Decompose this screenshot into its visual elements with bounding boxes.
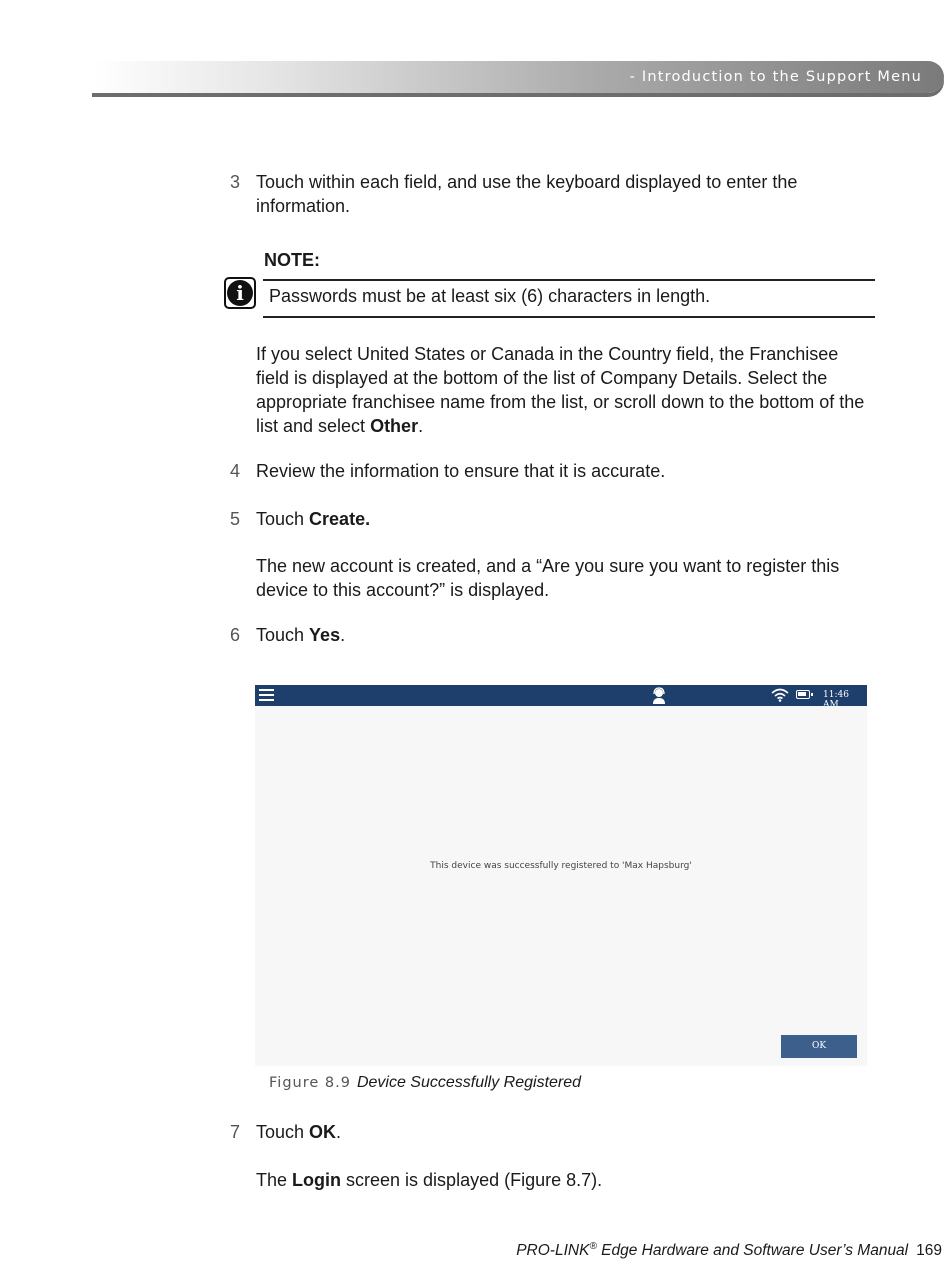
step-5-text: Touch Create. bbox=[256, 509, 371, 529]
paragraph-line-3: appropriate franchisee name from the list, or scroll down to the bottom of the bbox=[256, 392, 865, 412]
step-4-number: 4 bbox=[230, 461, 241, 481]
step-3-number: 3 bbox=[230, 172, 241, 192]
figure-label: Figure 8.9 bbox=[269, 1075, 351, 1091]
paragraph-line-2: field is displayed at the bottom of the list of Company Details. Select the bbox=[256, 368, 828, 388]
registration-success-message: This device was successfully registered to 'Max Hapsburg' bbox=[430, 861, 692, 871]
step-6-number: 6 bbox=[230, 625, 241, 645]
step-7-result: The Login screen is displayed (Figure 8.7). bbox=[256, 1170, 603, 1190]
hamburger-menu-icon[interactable] bbox=[259, 689, 274, 704]
step-5-result bbox=[256, 554, 839, 602]
step-5-number: 5 bbox=[230, 509, 241, 529]
paragraph-line-1: If you select United States or Canada in the Country field, the Franchisee bbox=[256, 344, 839, 364]
note-bottom-rule bbox=[263, 316, 875, 318]
note-title: NOTE: bbox=[264, 250, 320, 270]
note-text: Passwords must be at least six (6) characters in length. bbox=[269, 286, 711, 306]
step-7-number: 7 bbox=[230, 1122, 241, 1142]
step-3-line-1: Touch within each field, and use the keyboard displayed to enter the bbox=[256, 172, 798, 192]
device-top-bar bbox=[255, 685, 867, 710]
note-top-rule bbox=[263, 279, 875, 281]
wifi-icon bbox=[771, 688, 789, 702]
device-clock: 11:46 AM bbox=[823, 690, 849, 710]
support-agent-icon[interactable] bbox=[651, 687, 667, 704]
step-3-line-2: information. bbox=[256, 196, 351, 216]
info-icon: i bbox=[224, 277, 256, 309]
ok-button[interactable]: OK bbox=[781, 1035, 857, 1058]
step-5-result-line-1: The new account is created, and a “Are you sure you want to register this bbox=[256, 556, 840, 576]
step-4-text: Review the information to ensure that it is accurate. bbox=[256, 461, 666, 481]
footer-manual-title: Edge Hardware and Software User’s Manual bbox=[596, 1242, 909, 1260]
paragraph-line-4: list and select Other. bbox=[256, 416, 424, 436]
franchisee-paragraph bbox=[256, 342, 864, 438]
footer-product: PRO-LINK bbox=[516, 1242, 590, 1260]
battery-icon bbox=[796, 690, 810, 699]
step-3-text bbox=[256, 170, 797, 218]
page-footer bbox=[516, 1241, 942, 1260]
step-6-text: Touch Yes. bbox=[256, 625, 346, 645]
page-number: 169 bbox=[916, 1242, 942, 1260]
chapter-header-title: - Introduction to the Support Menu bbox=[629, 69, 922, 85]
step-5-result-line-2: device to this account?” is displayed. bbox=[256, 580, 550, 600]
device-screenshot bbox=[255, 685, 867, 1066]
figure-caption bbox=[269, 1074, 581, 1092]
footer-registered-mark: ® bbox=[589, 1241, 597, 1252]
chapter-header-bar bbox=[92, 61, 944, 93]
figure-title: Device Successfully Registered bbox=[356, 1074, 582, 1091]
step-7-text: Touch OK. bbox=[256, 1122, 342, 1142]
